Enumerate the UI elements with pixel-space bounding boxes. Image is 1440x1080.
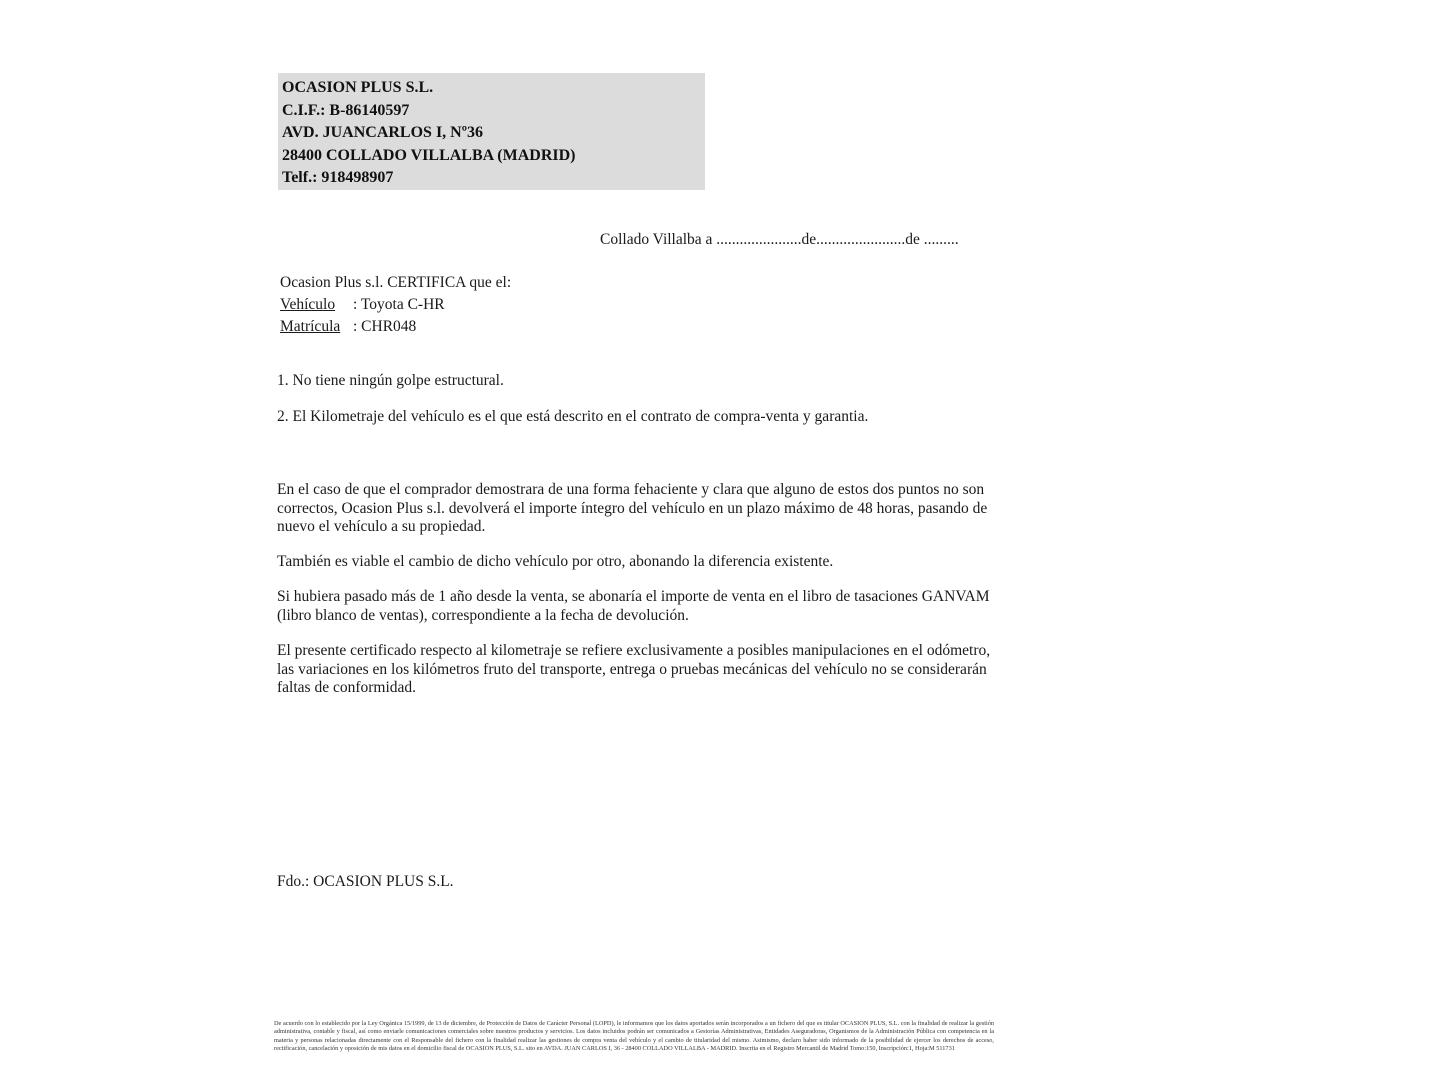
paragraph-odometer: El presente certificado respecto al kilometraje se refiere exclusivamente a posibles manipulaciones en el odómetro, las variaciones en los kilómetros fruto del transporte, entrega o pruebas mecánicas del vehículo no se considerarán faltas de conformidad.: [277, 642, 991, 696]
legal-notice: De acuerdo con lo establecido por la Ley Orgánica 15/1999, de 13 de diciembre, de Protección de Datos de Carácter Personal (LOPD), le informamos que los datos aportados serán incorporados a un fichero del que es titular OCASION PLUS, S.L. con la finalidad de realizar la gestión administrativa, contable y fiscal, así como enviarle comunicaciones comerciales sobre nuestros productos y servicios. Los datos incluidos podrán ser comunicados a Gestorías Administrativas, Entidades Aseguradoras, Organismos de la Administración Pública con competencia en la materia y personas relacionadas directamente con el Responsable del fichero con la finalidad realizar las gestiones de compra venta del vehículo y el cambio de titularidad del mismo. Asimismo, declaro haber sido informado de la posibilidad de ejercer los derechos de acceso, rectificación, cancelación y oposición de mis datos en el domicilio fiscal de OCASION PLUS, S.L. sito en AVDA. JUAN CARLOS I, 36 - 28400 COLLADO VILLALBA - MADRID. Inscrita en el Registro Mercantil de Madrid Tomo:150, Inscripción:1, Hoja:M 511731: [274, 1020, 994, 1052]
plate-row: [280, 316, 511, 338]
paragraph-exchange: También es viable el cambio de dicho vehículo por otro, abonando la diferencia existente.: [277, 553, 834, 570]
company-city: 28400 COLLADO VILLALBA (MADRID): [282, 146, 576, 164]
vehicle-value: : Toyota C-HR: [353, 296, 445, 313]
company-name: OCASION PLUS S.L.: [282, 79, 434, 96]
certificate-intro: Ocasion Plus s.l. CERTIFICA que el:: [280, 274, 512, 291]
company-header-box: [278, 73, 705, 190]
point-2: 2. El Kilometraje del vehículo es el que está descrito en el contrato de compra-venta y garantia.: [277, 408, 869, 425]
plate-label: Matrícula: [280, 318, 341, 335]
company-phone: Telf.: 918498907: [282, 169, 394, 186]
vehicle-label: Vehículo: [280, 296, 336, 313]
vehicle-row: [280, 294, 511, 316]
paragraph-ganvam: Si hubiera pasado más de 1 año desde la venta, se abonaría el importe de venta en el libro de tasaciones GANVAM (libro blanco de ventas), correspondiente a la fecha de devolución.: [277, 588, 990, 624]
certificate-block: [280, 272, 511, 338]
paragraph-refund: En el caso de que el comprador demostrara de una forma fehaciente y clara que alguno de estos dos puntos no son correctos, Ocasion Plus s.l. devolverá el importe íntegro del vehículo en un plazo máximo de 48 horas, pasando de nuevo el vehículo a su propiedad.: [277, 481, 988, 535]
point-1: 1. No tiene ningún golpe estructural.: [277, 372, 504, 389]
place-date-line: Collado Villalba a ......................de.......................de .........: [600, 231, 959, 248]
company-cif: C.I.F.: B-86140597: [282, 101, 410, 119]
company-address: AVD. JUANCARLOS I, Nº36: [282, 124, 484, 141]
plate-value: : CHR048: [353, 318, 417, 335]
signature-line: Fdo.: OCASION PLUS S.L.: [277, 873, 454, 890]
